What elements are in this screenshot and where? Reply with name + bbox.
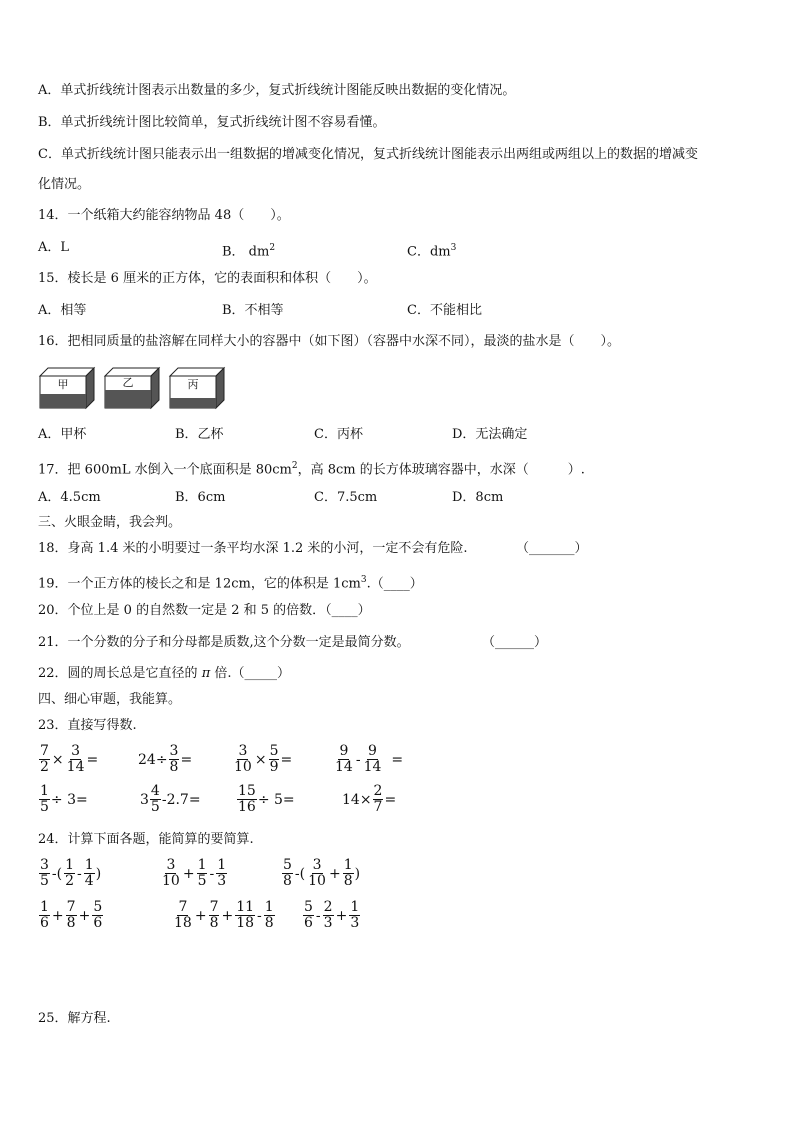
q24-title: 24．计算下面各题，能简算的要简算. — [38, 832, 254, 847]
q14-text: 14．一个纸箱大约能容纳物品 48（ ）。 — [38, 208, 290, 223]
q13-option-c-line1: C．单式折线统计图只能表示出一组数据的增减变化情况，复式折线统计图能表示出两组或两组以上的数据的增减变 — [38, 147, 698, 162]
q24-expr-4: $\frac{1}{6}$ + $\frac{7}{8}$ + $\frac{5}{6}$ — [40, 899, 103, 931]
q16-option-b: B．乙杯 — [175, 427, 224, 442]
q23-expr-6: 3 $\frac{4}{5}$ -2.7= — [140, 783, 201, 815]
q23-expr-3: $\frac{3}{10}$ × $\frac{5}{9}$ = — [234, 743, 293, 775]
q17-option-a: A．4.5cm — [38, 490, 101, 505]
cup-bing-figure — [168, 366, 228, 410]
q23-expr-4: $\frac{9}{14}$ - $\frac{9}{14}$ = — [335, 743, 404, 775]
q23-title: 23．直接写得数. — [38, 718, 137, 733]
cup-bing-label: 丙 — [187, 378, 199, 391]
q17-option-c: C．7.5cm — [314, 490, 378, 505]
q21-text: 21．一个分数的分子和分母都是质数,这个分数一定是最简分数。 — [38, 635, 410, 650]
q15-text: 15．棱长是 6 厘米的正方体，它的表面积和体积（ ）。 — [38, 271, 377, 286]
q17-option-b: B．6cm — [175, 490, 226, 505]
q19-text: 19．一个正方体的棱长之和是 12cm，它的体积是 $1cm^3.(\_\_\_\_)$ — [38, 575, 423, 592]
q16-option-d: D．无法确定 — [452, 427, 528, 442]
q14-option-a: A．L — [38, 240, 70, 255]
q24-expr-5: $\frac{7}{18}$ + $\frac{7}{8}$ + $\frac{11}{18}$ - $\frac{1}{8}$ — [174, 899, 274, 931]
q13-option-c-line2: 化情况。 — [38, 177, 91, 192]
q17-text: 17．把 600mL 水倒入一个底面积是 $80cm^2$，高 8cm 的长方体玻璃容器中，水深（ ）. — [38, 461, 585, 478]
q25-title: 25．解方程. — [38, 1011, 111, 1026]
cup-jia-label: 甲 — [57, 378, 69, 391]
q24-expr-2: $\frac{3}{10}$ + $\frac{1}{5}$ - $\frac{1}{3}$ — [162, 857, 227, 889]
q24-expr-3: $\frac{5}{8}$ -( $\frac{3}{10}$ + $\frac{1}{8}$ ) — [283, 857, 361, 889]
q24-expr-1: $\frac{3}{5}$ -( $\frac{1}{2}$ - $\frac{1}{4}$ ) — [40, 857, 102, 889]
cup-jia-figure — [38, 366, 98, 410]
q18-blank: （_______） — [516, 541, 588, 556]
q15-option-a: A．相等 — [38, 303, 87, 318]
q22-text: 22．圆的周长总是它直径的 π 倍.（_____） — [38, 666, 290, 681]
q24-expr-6: $\frac{5}{6}$ - $\frac{2}{3}$ + $\frac{1}{3}$ — [304, 899, 360, 931]
section-4-heading: 四、细心审题，我能算。 — [38, 692, 182, 707]
q20-text: 20．个位上是 0 的自然数一定是 2 和 5 的倍数．（____） — [38, 603, 371, 618]
q23-expr-5: $\frac{1}{5}$ ÷ 3= — [40, 783, 88, 815]
q15-option-b: B．不相等 — [222, 303, 284, 318]
q15-option-c: C．不能相比 — [407, 303, 482, 318]
q18-text: 18．身高 1.4 米的小明要过一条平均水深 1.2 米的小河，一定不会有危险. — [38, 541, 468, 556]
cup-yi-label: 乙 — [122, 376, 134, 389]
q14-option-b: B． $dm^2$ — [222, 243, 276, 260]
q23-expr-2: 24÷ $\frac{3}{8}$ = — [138, 743, 193, 775]
q16-text: 16．把相同质量的盐溶解在同样大小的容器中（如下图）（容器中水深不同），最淡的盐水是（ ）。 — [38, 334, 621, 349]
q16-option-c: C．丙杯 — [314, 427, 363, 442]
q14-option-c: C．$dm^3$ — [407, 243, 457, 260]
q23-expr-1: $\frac{7}{2}$ × $\frac{3}{14}$ = — [40, 743, 99, 775]
q23-expr-8: 14× $\frac{2}{7}$ = — [342, 783, 397, 815]
q16-option-a: A．甲杯 — [38, 427, 87, 442]
section-3-heading: 三、火眼金睛，我会判。 — [38, 515, 182, 530]
cup-yi-figure — [103, 366, 163, 410]
q17-option-d: D．8cm — [452, 490, 504, 505]
q23-expr-7: $\frac{15}{16}$ ÷ 5= — [238, 783, 295, 815]
q13-option-b: B．单式折线统计图比较简单，复式折线统计图不容易看懂。 — [38, 115, 386, 130]
q13-option-a: A．单式折线统计图表示出数量的多少，复式折线统计图能反映出数据的变化情况。 — [38, 83, 516, 98]
q21-blank: （______） — [482, 635, 548, 650]
